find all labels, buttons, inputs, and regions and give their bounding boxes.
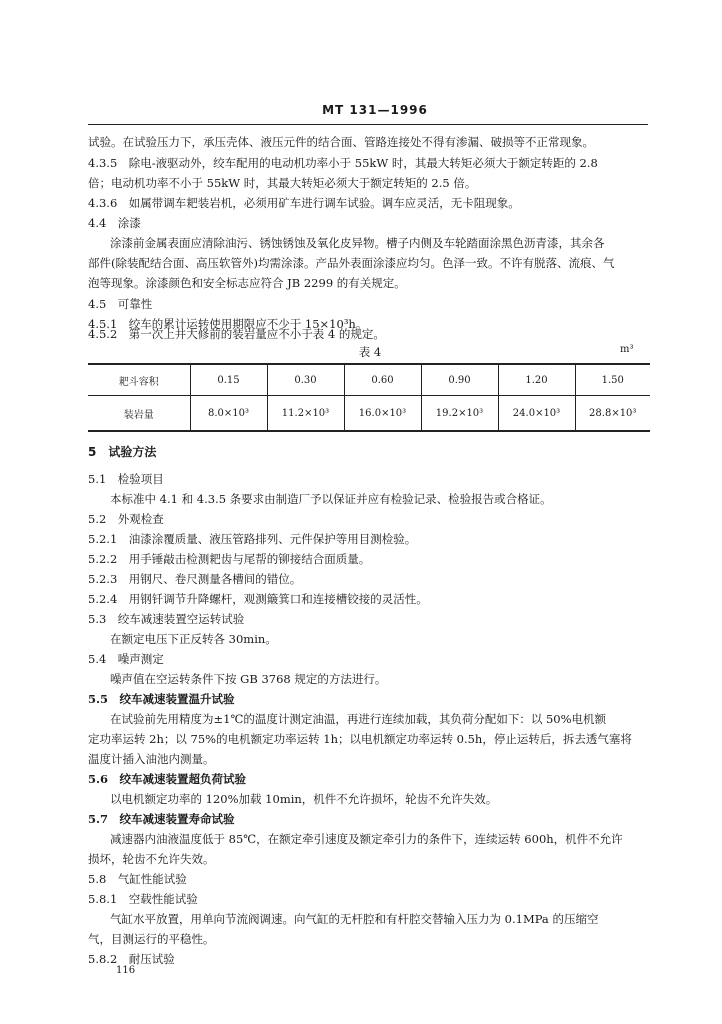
body-line: 噪声值在空运转条件下按 GB 3768 规定的方法进行。 xyxy=(110,672,387,686)
clause-5-1-heading: 5.1 检验项目 xyxy=(88,472,164,486)
table-caption: 表 4 xyxy=(358,345,382,359)
clause-4-3-6: 4.3.6 如属带调车耙装岩机，必须用矿车进行调车试验。调车应灵活，无卡阻现象。 xyxy=(88,196,520,210)
section-5-heading: 5 试验方法 xyxy=(88,445,157,459)
clause-5-2-1: 5.2.1 油漆涂覆质量、液压管路排列、元件保护等用目测检验。 xyxy=(88,532,417,546)
clause-5-2-2: 5.2.2 用手锤敲击检测耙齿与尾帮的铆接结合面质量。 xyxy=(88,552,371,566)
header-rule xyxy=(88,124,648,125)
body-line: 在试验前先用精度为±1℃的温度计测定油温，再进行连续加载，其负荷分配如下：以 50%电机额 xyxy=(110,712,607,726)
table-cell: 28.8×10³ xyxy=(575,396,650,432)
clause-5-6-heading: 5.6 绞车减速装置超负荷试验 xyxy=(88,772,247,786)
body-line: 泡等现象。涂漆颜色和安全标志应符合 JB 2299 的有关规定。 xyxy=(88,276,406,290)
table-unit: m³ xyxy=(620,344,634,355)
table-cell: 1.50 xyxy=(575,364,650,396)
table-cell: 24.0×10³ xyxy=(498,396,575,432)
table-cell: 11.2×10³ xyxy=(267,396,344,432)
table-cell: 0.30 xyxy=(267,364,344,396)
clause-5-7-heading: 5.7 绞车减速装置寿命试验 xyxy=(88,812,235,826)
table-cell: 8.0×10³ xyxy=(190,396,267,432)
clause-4-4-heading: 4.4 涂漆 xyxy=(88,216,141,230)
clause-5-8-2: 5.8.2 耐压试验 xyxy=(88,952,175,966)
table-cell: 0.15 xyxy=(190,364,267,396)
clause-5-8-heading: 5.8 气缸性能试验 xyxy=(88,872,187,886)
body-line: 气，目测运行的平稳性。 xyxy=(88,932,215,946)
body-line: 倍；电动机功率不小于 55kW 时，其最大转矩必须大于额定转矩的 2.5 倍。 xyxy=(88,176,477,190)
body-line: 减速器内油液温度低于 85℃，在额定牵引速度及额定牵引力的条件下，连续运转 600h，机件不允许 xyxy=(110,832,623,846)
clause-5-5-heading: 5.5 绞车减速装置温升试验 xyxy=(88,692,235,706)
clause-5-3-heading: 5.3 绞车减速装置空运转试验 xyxy=(88,612,245,626)
clause-4-3-5: 4.3.5 除电-液驱动外，绞车配用的电动机功率小于 55kW 时，其最大转矩必须大于额定转距的 2.8 xyxy=(88,156,598,170)
clause-5-2-heading: 5.2 外观检查 xyxy=(88,512,164,526)
table-cell: 0.90 xyxy=(421,364,498,396)
table-cell: 16.0×10³ xyxy=(344,396,421,432)
table-row xyxy=(88,396,650,432)
data-table xyxy=(88,363,650,432)
clause-4-5-heading: 4.5 可靠性 xyxy=(88,297,153,311)
clause-5-2-4: 5.2.4 用钢钎调节升降螺杆，观测簸箕口和连接槽铰接的灵活性。 xyxy=(88,592,428,606)
body-line: 试验。在试验压力下，承压壳体、液压元件的结合面、管路连接处不得有渗漏、破损等不正常现象。 xyxy=(88,135,594,149)
body-line: 本标准中 4.1 和 4.3.5 条要求由制造厂予以保证并应有检验记录、检验报告或合格证。 xyxy=(110,492,552,506)
table-cell: 耙斗容积 xyxy=(88,364,190,396)
clause-4-5-2: 4.5.2 第一次上井大修前的装岩量应不小于表 4 的规定。 xyxy=(88,327,385,341)
table-row xyxy=(88,364,650,396)
body-line: 定功率运转 2h；以 75%的电机额定功率运转 1h；以电机额定功率运转 0.5h，停止运转后，拆去透气塞将 xyxy=(88,732,632,746)
table-cell: 装岩量 xyxy=(88,396,190,432)
body-line: 部件(除装配结合面、高压软管外)均需涂漆。产品外表面涂漆应均匀。色泽一致。不许有脱落、流痕、气 xyxy=(88,256,615,270)
table-cell: 19.2×10³ xyxy=(421,396,498,432)
page-number: 116 xyxy=(116,965,136,976)
body-line: 在额定电压下正反转各 30min。 xyxy=(110,632,277,646)
standard-code-header: MT 131—1996 xyxy=(322,103,428,117)
body-line: 气缸水平放置，用单向节流阀调速。向气缸的无杆腔和有杆腔交替输入压力为 0.1MPa 的压缩空 xyxy=(110,912,599,926)
clause-5-4-heading: 5.4 噪声测定 xyxy=(88,652,164,666)
table-cell: 0.60 xyxy=(344,364,421,396)
clause-5-2-3: 5.2.3 用钢尺、卷尺测量各槽间的错位。 xyxy=(88,572,302,586)
body-line: 温度计插入油池内测量。 xyxy=(88,752,215,766)
clause-5-8-1: 5.8.1 空载性能试验 xyxy=(88,892,198,906)
table-cell: 1.20 xyxy=(498,364,575,396)
body-line: 以电机额定功率的 120%加载 10min，机件不允许损坏，轮齿不允许失效。 xyxy=(110,792,498,806)
clause-4-5-1: 4.5.1 绞车的累计运转使用期限应不少于 15×10³h。 xyxy=(88,317,368,331)
body-line: 涂漆前金属表面应清除油污、锈蚀锈蚀及氧化皮异物。槽子内侧及车轮踏面涂黑色沥青漆，其余各 xyxy=(110,236,605,250)
body-line: 损坏，轮齿不允许失效。 xyxy=(88,852,215,866)
